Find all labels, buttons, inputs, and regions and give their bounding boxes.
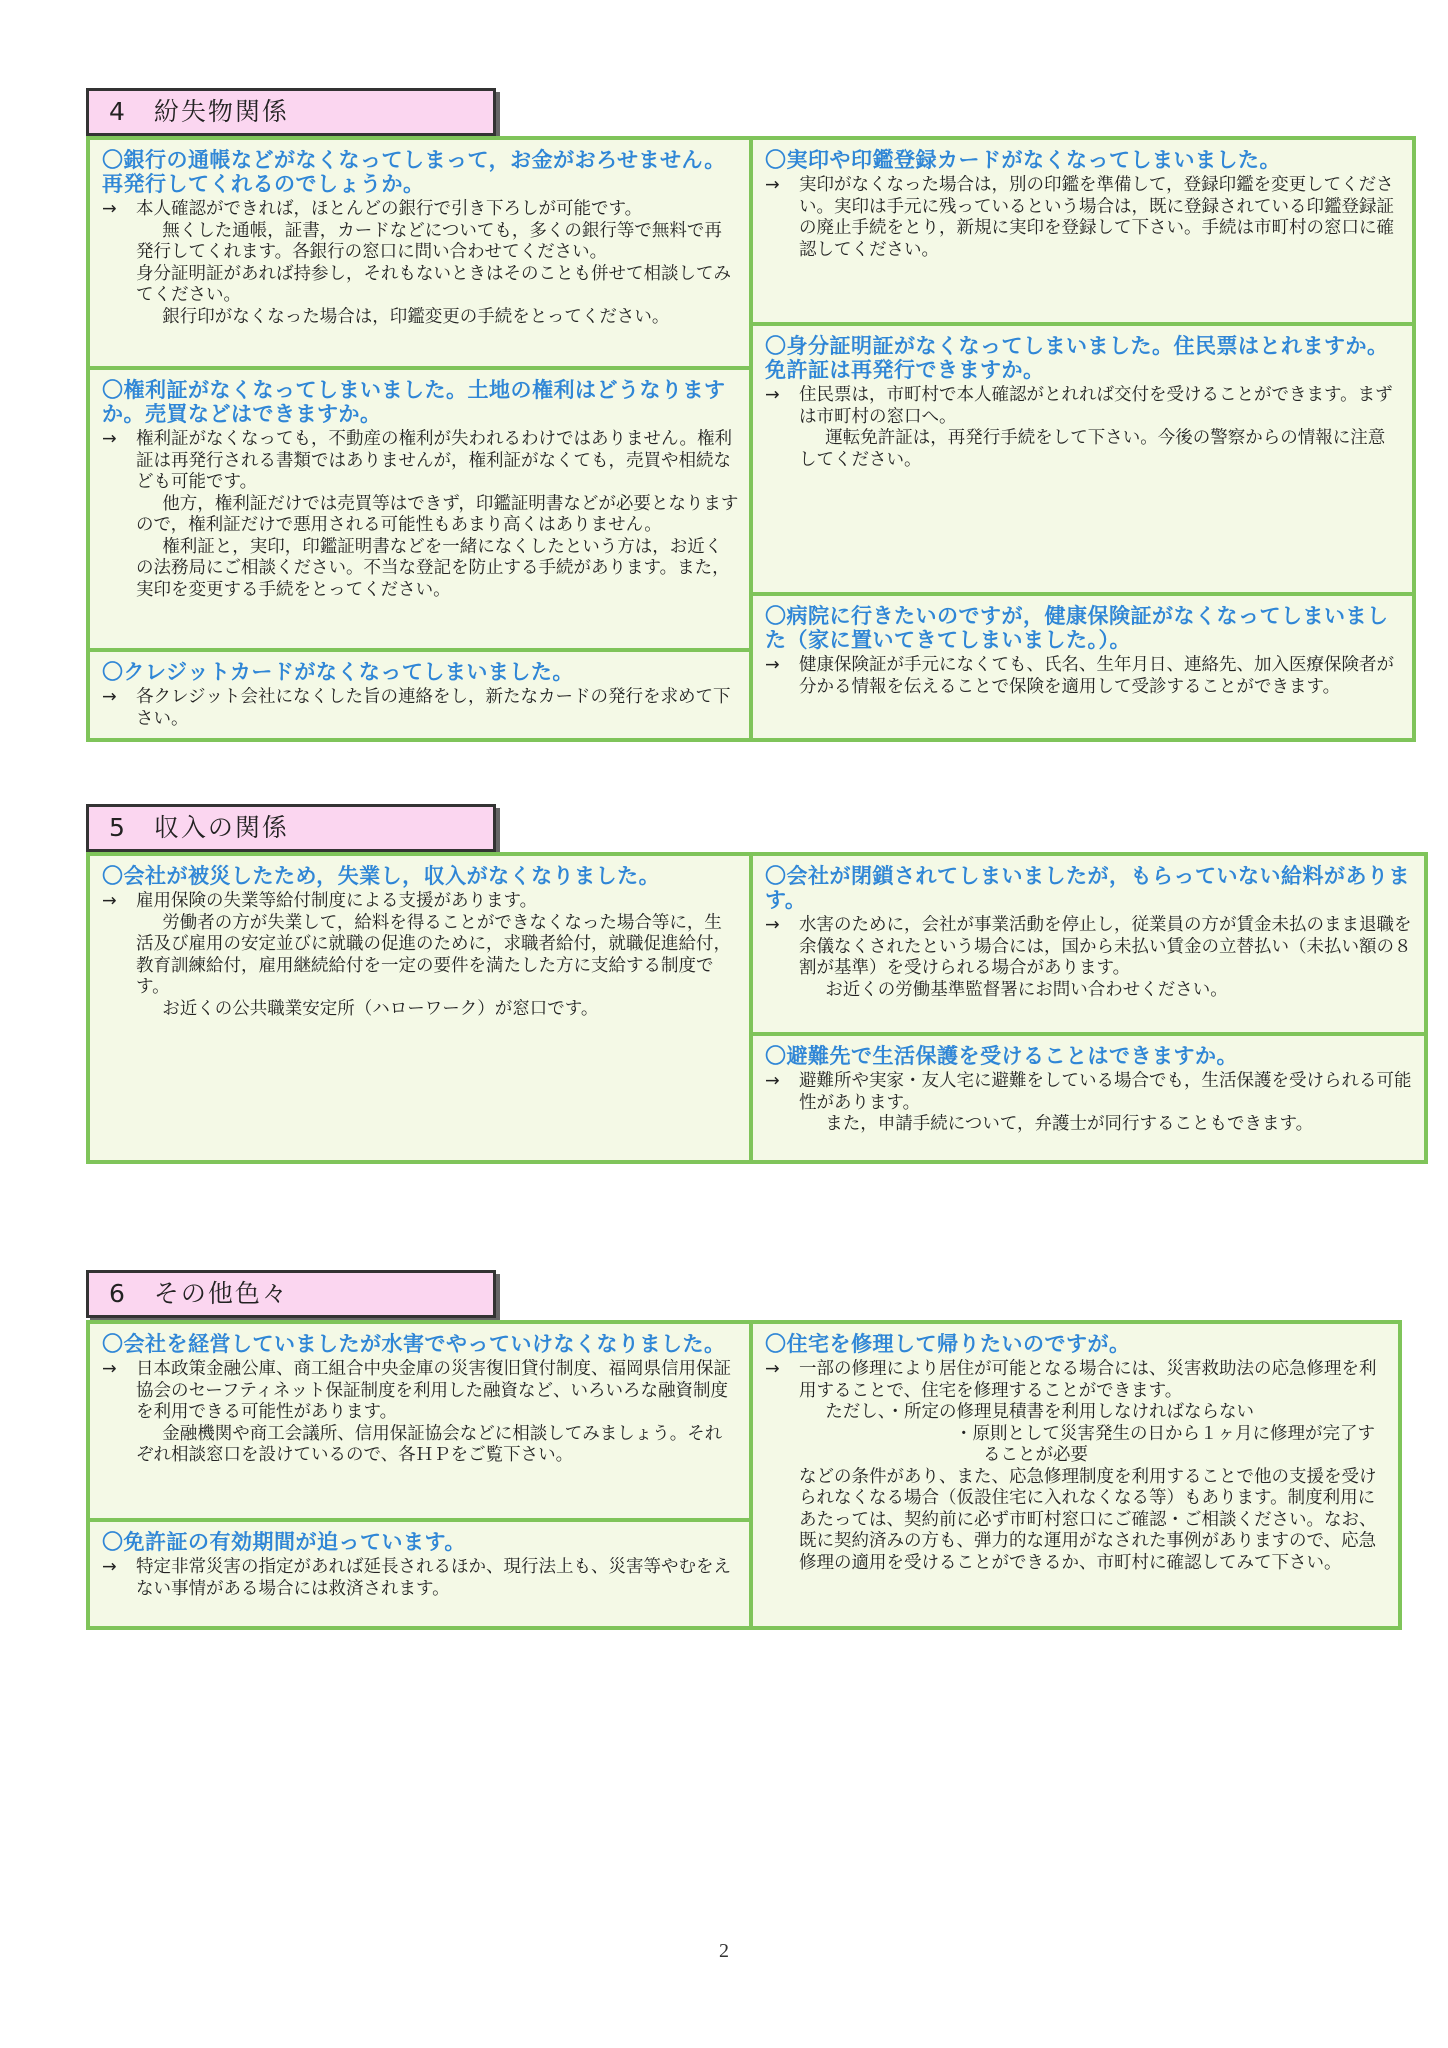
answer-text: [765, 915, 1414, 1001]
page-number: 2: [719, 1940, 729, 1962]
answer-first-line: 避難所や実家・友人宅に避難をしている場合でも，生活保護を受けられる可能性があります。: [799, 1071, 1412, 1113]
question-heading: 〇クレジットカードがなくなってしまいました。: [102, 660, 574, 684]
question-heading: 〇身分証明証がなくなってしまいました。住民票はとれますか。免許証は再発行できますか。: [765, 334, 1389, 382]
qa-box: [753, 856, 1424, 1032]
answer-first-line: 健康保険証が手元になくても、氏名、生年月日、連絡先、加入医療保険者が分かる情報を伝えることで保険を適用して受診することができます。: [799, 655, 1394, 697]
answer-paragraph: 銀行印がなくなった場合は，印鑑変更の手続をとってください。: [162, 306, 670, 327]
answer-paragraph: [102, 429, 739, 494]
qa-box: [90, 856, 749, 1160]
qa-box: [90, 366, 749, 648]
answer-text: [102, 1557, 739, 1600]
answer-first-line: 実印がなくなった場合は，別の印鑑を準備して，登録印鑑を変更してください。実印は手元に残っているという場合は，既に登録されている印鑑登録証の廃止手続をとり，新規に実印を登録して下さい。手続は市町村の窓口に確認してください。: [799, 175, 1394, 260]
qa-box: [90, 648, 749, 738]
qa-box: [90, 140, 749, 366]
answer-paragraph: [765, 1071, 1414, 1114]
section-4-title: 4 紛失物関係: [86, 88, 496, 136]
answer-paragraph: ・原則として災害発生の日から１ヶ月に修理が完了することが必要: [955, 1423, 1375, 1465]
arrow-right-icon: →: [102, 687, 117, 707]
answer-paragraph: [102, 199, 739, 221]
section-6-grid: [86, 1320, 1402, 1630]
qa-box: [90, 1518, 749, 1626]
answer-paragraph: お近くの労働基準監督署にお問い合わせください。: [825, 979, 1228, 1000]
qa-box: [753, 1032, 1424, 1160]
answer-first-line: 一部の修理により居住が可能となる場合には、災害救助法の応急修理を利用することで、住宅を修理することができます。: [799, 1359, 1377, 1401]
question-heading: 〇会社が被災したため，失業し，収入がなくなりました。: [102, 864, 661, 888]
answer-paragraph: 金融機関や商工会議所、信用保証協会などに相談してみましょう。それぞれ相談窓口を設けているので、各ＨＰをご覧下さい。: [136, 1423, 723, 1465]
question-heading: 〇会社が閉鎖されてしまいましたが，もらっていない給料があります。: [765, 864, 1410, 912]
answer-first-line: 雇用保険の失業等給付制度による支援があります。: [136, 891, 538, 911]
answer-paragraph: 労働者の方が失業して，給料を得ることができなくなった場合等に，生活及び雇用の安定並びに就職の促進のために，求職者給付，就職促進給付，教育訓練給付，雇用継続給付を一定の要件を満たした方に支給する制度です。: [136, 912, 731, 997]
question-heading: 〇権利証がなくなってしまいました。土地の権利はどうなりますか。売買などはできますか。: [102, 378, 726, 426]
answer-paragraph: [102, 687, 739, 730]
answer-paragraph: 他方，権利証だけでは売買等はできず，印鑑証明書などが必要となりますので，権利証だけで悪用される可能性もあまり高くはありません。: [136, 493, 739, 535]
section-5-left-column: [90, 856, 753, 1160]
answer-paragraph: などの条件があり、また、応急修理制度を利用することで他の支援を受けられなくなる場合（仮設住宅に入れなくなる等）もあります。制度利用にあたっては、契約前に必ず市町村窓口にご確認・ご相談ください。なお、既に契約済みの方も、弾力的な運用がなされた事例がありますので、応急修理の適用を受けることができるか、市町村に確認してみて下さい。: [799, 1466, 1377, 1573]
arrow-right-icon: →: [765, 915, 780, 935]
answer-text: [765, 655, 1402, 698]
answer-paragraph: 権利証と，実印，印鑑証明書などを一緒になくしたという方は，お近くの法務局にご相談ください。不当な登記を防止する手続があります。また，実印を変更する手続をとってください。: [136, 536, 730, 600]
answer-paragraph: [102, 891, 739, 913]
arrow-right-icon: →: [765, 1071, 780, 1091]
answer-text: [765, 175, 1402, 261]
qa-box: [753, 1324, 1398, 1626]
section-6-title: 6 その他色々: [86, 1270, 496, 1318]
answer-text: [102, 429, 739, 601]
question-heading: 〇会社を経営していましたが水害でやっていけなくなりました。: [102, 1332, 726, 1356]
answer-text: [102, 687, 739, 730]
section-5-title: 5 収入の関係: [86, 804, 496, 852]
section-6-left-column: [90, 1324, 753, 1626]
answer-paragraph: [102, 1557, 739, 1600]
answer-first-line: 水害のために，会社が事業活動を停止し，従業員の方が賃金未払のまま退職を余儀なくされたという場合には，国から未払い賃金の立替払い（未払い額の８割が基準）を受けられる場合があります。: [799, 915, 1412, 978]
answer-paragraph: お近くの公共職業安定所（ハローワーク）が窓口です。: [162, 998, 599, 1019]
answer-paragraph: [102, 1359, 739, 1424]
arrow-right-icon: →: [102, 1557, 117, 1577]
qa-box: [753, 322, 1412, 592]
qa-box: [753, 140, 1412, 322]
answer-paragraph: [765, 915, 1414, 980]
question-heading: 〇病院に行きたいのですが，健康保険証がなくなってしまいました（家に置いてきてしまいました。）。: [765, 604, 1389, 652]
answer-first-line: 各クレジット会社になくした旨の連絡をし，新たなカードの発行を求めて下さい。: [136, 687, 731, 729]
question-heading: 〇銀行の通帳などがなくなってしまって，お金がおろせません。再発行してくれるのでしょうか。: [102, 148, 726, 196]
answer-paragraph: [765, 385, 1402, 428]
answer-paragraph: 運転免許証は，再発行手続をして下さい。今後の警察からの情報に注意してください。: [799, 428, 1386, 470]
qa-box: [90, 1324, 749, 1518]
arrow-right-icon: →: [102, 1359, 117, 1379]
answer-first-line: 日本政策金融公庫、商工組合中央金庫の災害復旧貸付制度、福岡県信用保証協会のセーフティネット保証制度を利用した融資など、いろいろな融資制度を利用できる可能性があります。: [136, 1359, 731, 1422]
answer-paragraph: [765, 655, 1402, 698]
question-heading: 〇免許証の有効期間が迫っています。: [102, 1530, 466, 1554]
section-4-left-column: [90, 140, 753, 738]
answer-text: [102, 891, 739, 1020]
section-5-grid: [86, 852, 1428, 1164]
section-4-grid: [86, 136, 1416, 742]
answer-paragraph: ただし、・所定の修理見積書を利用しなければならない: [825, 1402, 1254, 1422]
answer-first-line: 特定非常災害の指定があれば延長されるほか、現行法上も、災害等やむをえない事情がある場合には救済されます。: [136, 1557, 731, 1599]
question-heading: 〇避難先で生活保護を受けることはできますか。: [765, 1044, 1238, 1068]
answer-paragraph: [765, 175, 1402, 261]
answer-text: [765, 1359, 1388, 1574]
question-heading: 〇住宅を修理して帰りたいのですが。: [765, 1332, 1131, 1356]
answer-paragraph: 身分証明証があれば持参し，それもないときはそのことも併せて相談してみてください。: [136, 263, 731, 305]
answer-paragraph: また，申請手続について，弁護士が同行することもできます。: [825, 1114, 1314, 1134]
answer-text: [102, 1359, 739, 1467]
answer-first-line: 住民票は，市町村で本人確認がとれれば交付を受けることができます。まずは市町村の窓口へ。: [799, 385, 1393, 427]
arrow-right-icon: →: [765, 175, 780, 195]
arrow-right-icon: →: [765, 385, 780, 405]
section-6-right-column: [753, 1324, 1398, 1626]
qa-box: [753, 592, 1412, 738]
question-heading: 〇実印や印鑑登録カードがなくなってしまいました。: [765, 148, 1281, 172]
arrow-right-icon: →: [765, 1359, 780, 1379]
arrow-right-icon: →: [102, 891, 117, 911]
answer-first-line: 権利証がなくなっても，不動産の権利が失われるわけではありません。権利証は再発行される書類ではありませんが，権利証がなくても，売買や相続なども可能です。: [136, 429, 733, 492]
answer-paragraph: [765, 1359, 1388, 1402]
arrow-right-icon: →: [102, 199, 117, 219]
section-4-right-column: [753, 140, 1412, 738]
section-5-right-column: [753, 856, 1424, 1160]
arrow-right-icon: →: [102, 429, 117, 449]
answer-first-line: 本人確認ができれば，ほとんどの銀行で引き下ろしが可能です。: [136, 199, 643, 219]
answer-text: [102, 199, 739, 328]
arrow-right-icon: →: [765, 655, 780, 675]
answer-paragraph: 無くした通帳，証書，カードなどについても，多くの銀行等で無料で再発行してくれます。各銀行の窓口に問い合わせてください。: [136, 220, 722, 262]
answer-text: [765, 1071, 1414, 1136]
answer-text: [765, 385, 1402, 471]
